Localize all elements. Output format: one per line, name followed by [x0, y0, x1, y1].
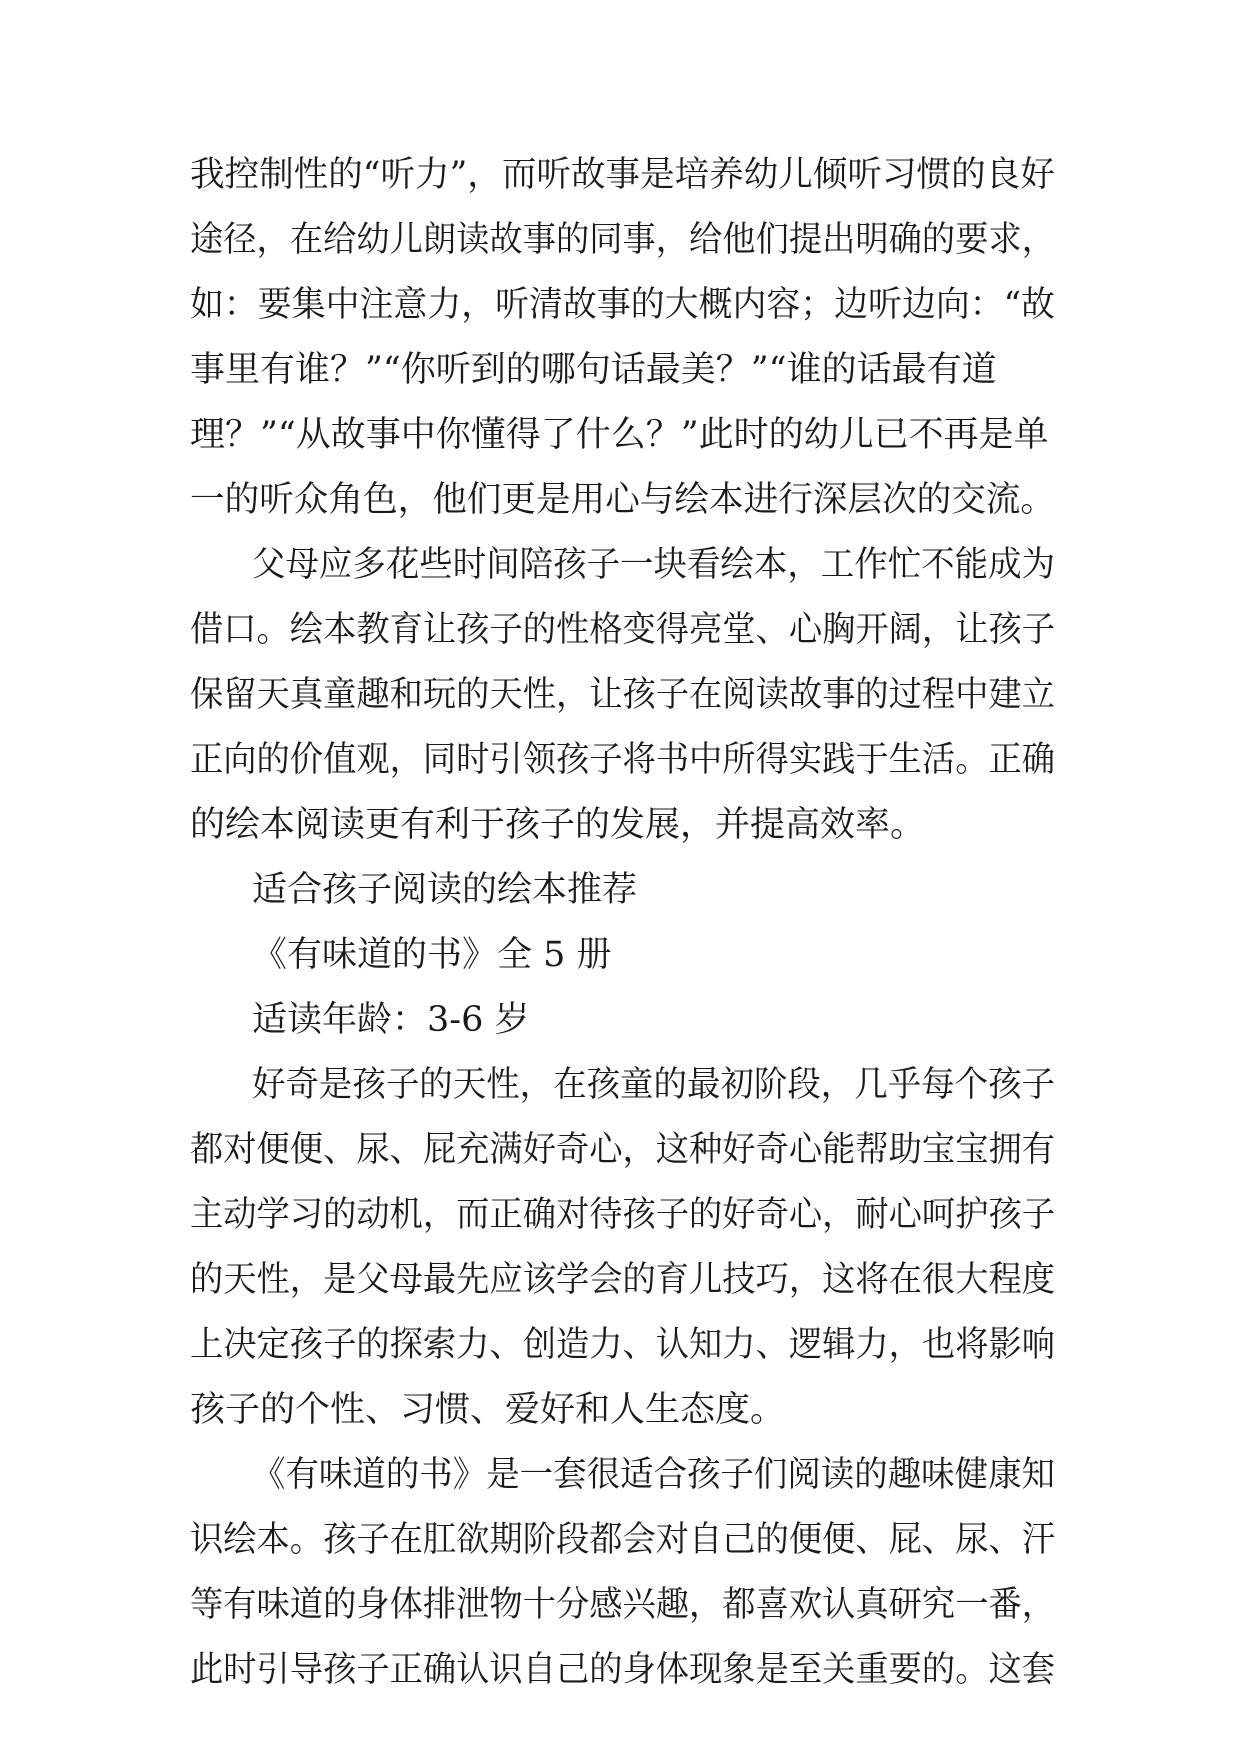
paragraph-line: 我控制性的“听力”，而听故事是培养幼儿倾听习惯的良好: [190, 155, 1055, 195]
paragraph-line: 借口。绘本教育让孩子的性格变得亮堂、心胸开阔，让孩子: [190, 610, 1056, 650]
paragraph-line: 都对便便、尿、屁充满好奇心，这种好奇心能帮助宝宝拥有: [190, 1130, 1056, 1170]
paragraph-line: 等有味道的身体排泄物十分感兴趣，都喜欢认真研究一番，: [190, 1585, 1056, 1625]
section-heading: 适合孩子阅读的绘本推荐: [252, 870, 638, 910]
paragraph-line: 保留天真童趣和玩的天性，让孩子在阅读故事的过程中建立: [190, 675, 1056, 715]
paragraph-line: 的天性，是父母最先应该学会的育儿技巧，这将在很大程度: [190, 1260, 1056, 1300]
paragraph-line: 的绘本阅读更有利于孩子的发展，并提高效率。: [190, 805, 926, 845]
paragraph-line: 此时引导孩子正确认识自己的身体现象是至关重要的。这套: [190, 1650, 1056, 1690]
paragraph-line: 理？”“从故事中你懂得了什么？”此时的幼儿已不再是单: [190, 415, 1049, 455]
paragraph-line: 一的听众角色，他们更是用心与绘本进行深层次的交流。: [190, 480, 1056, 520]
paragraph-line: 上决定孩子的探索力、创造力、认知力、逻辑力，也将影响: [190, 1325, 1056, 1365]
paragraph-line: 正向的价值观，同时引领孩子将书中所得实践于生活。正确: [190, 740, 1056, 780]
paragraph-line: 事里有谁？”“你听到的哪句话最美？”“谁的话最有道: [190, 350, 997, 390]
reading-age: 适读年龄：3-6 岁: [252, 1000, 530, 1040]
paragraph-line: 途径，在给幼儿朗读故事的同事，给他们提出明确的要求，: [190, 220, 1056, 260]
paragraph-line: 识绘本。孩子在肛欲期阶段都会对自己的便便、屁、尿、汗: [190, 1520, 1056, 1560]
paragraph-line: 孩子的个性、习惯、爱好和人生态度。: [190, 1390, 786, 1430]
paragraph-line: 父母应多花些时间陪孩子一块看绘本，工作忙不能成为: [252, 545, 1056, 585]
paragraph-line: 主动学习的动机，而正确对待孩子的好奇心，耐心呵护孩子: [190, 1195, 1056, 1235]
paragraph-line: 如：要集中注意力，听清故事的大概内容；边听边向：“故: [190, 285, 1055, 325]
paragraph-line: 《有味道的书》是一套很适合孩子们阅读的趣味健康知: [252, 1455, 1056, 1495]
paragraph-line: 好奇是孩子的天性，在孩童的最初阶段，几乎每个孩子: [252, 1065, 1056, 1105]
book-title: 《有味道的书》全 5 册: [252, 935, 612, 975]
